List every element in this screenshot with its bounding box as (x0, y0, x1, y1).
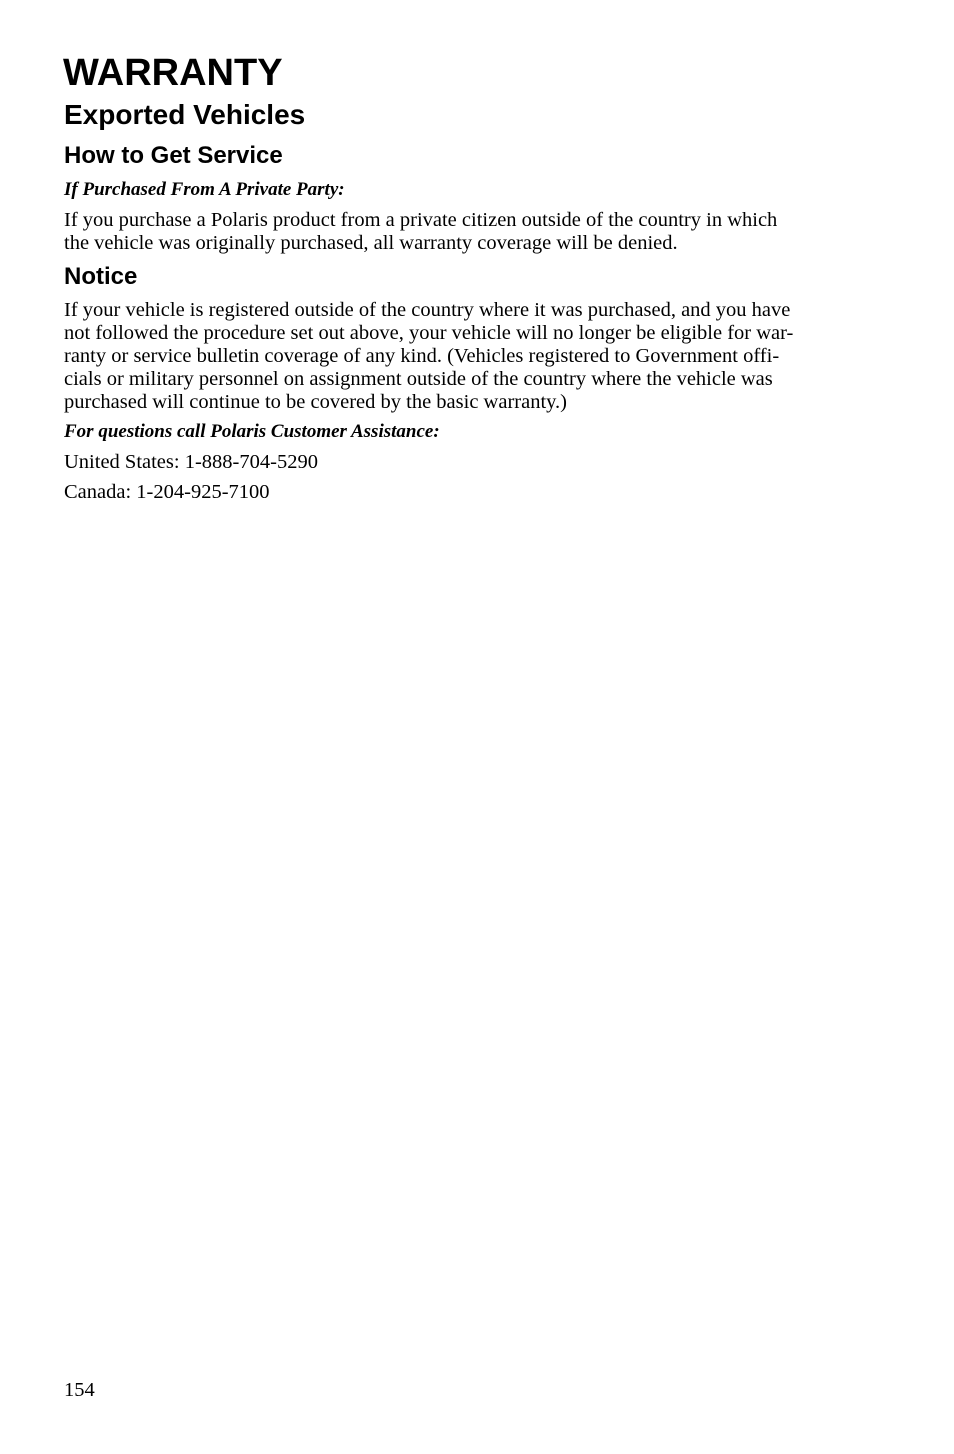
paragraph-line: If your vehicle is registered outside of the country where it was purchased, and you have (64, 299, 791, 321)
paragraph-line: not followed the procedure set out above, your vehicle will no longer be eligible for war- (64, 322, 794, 344)
section-heading: Exported Vehicles (64, 99, 306, 130)
us-phone: United States: 1-888-704-5290 (64, 451, 318, 473)
notice-heading: Notice (64, 263, 138, 290)
canada-phone: Canada: 1-204-925-7100 (64, 481, 270, 503)
page-number: 154 (64, 1379, 95, 1401)
paragraph-line: purchased will continue to be covered by the basic warranty.) (64, 391, 568, 413)
paragraph-line: If you purchase a Polaris product from a private citizen outside of the country in which (64, 209, 778, 231)
paragraph-line: ranty or service bulletin coverage of any kind. (Vehicles registered to Government offi- (64, 345, 780, 367)
how-to-get-service-heading: How to Get Service (64, 142, 283, 169)
paragraph-line: the vehicle was originally purchased, all warranty coverage will be denied. (64, 232, 678, 254)
page-title: WARRANTY (63, 52, 283, 94)
paragraph-line: cials or military personnel on assignment outside of the country where the vehicle was (64, 368, 773, 390)
private-party-label: If Purchased From A Private Party: (64, 179, 345, 200)
questions-label: For questions call Polaris Customer Assistance: (64, 421, 440, 442)
